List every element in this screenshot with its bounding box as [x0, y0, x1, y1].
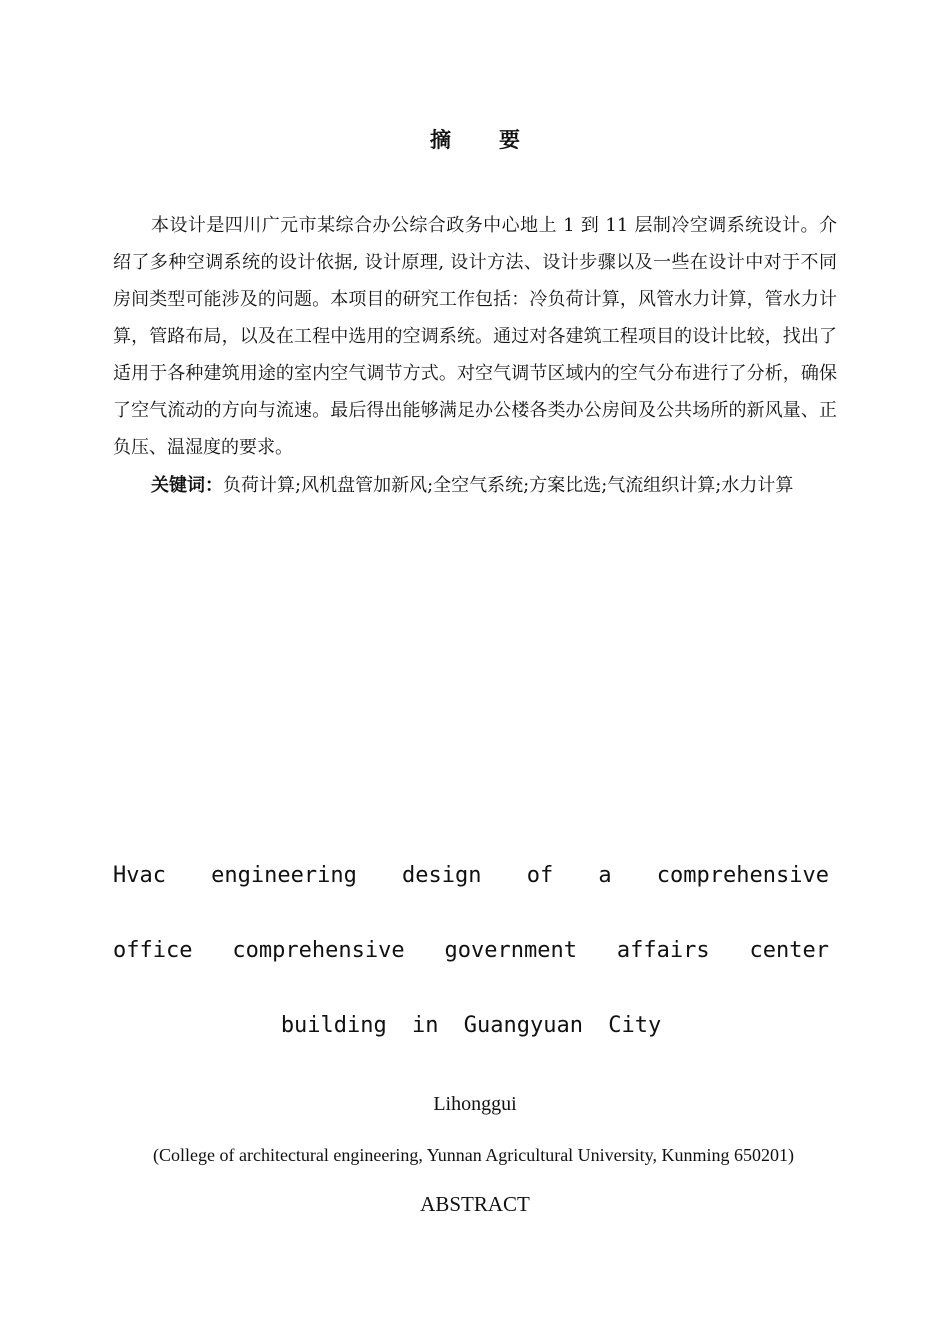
chinese-abstract-body: 本设计是四川广元市某综合办公综合政务中心地上 1 到 11 层制冷空调系统设计。介绍了多种空调系统的设计依据, 设计原理, 设计方法、设计步骤以及一些在设计中对于不同房间类型可能涉及的问题。本项目的研究工作包括：冷负荷计算，风管水力计算，管水力计算，管路布局，以及在工程中选用的空调系统。通过对各建筑工程项目的设计比较，找出了适用于各种建筑用途的室内空气调节方式。对空气调节区域内的空气分布进行了分析，确保了空气流动的方向与流速。最后得出能够满足办公楼各类办公房间及公共场所的新风量、正负压、温湿度的要求。	[113, 215, 837, 458]
english-abstract-heading: ABSTRACT	[420, 1192, 530, 1216]
keywords-text: 负荷计算;风机盘管加新风;全空气系统;方案比选;气流组织计算;水力计算	[223, 475, 794, 496]
title-char-2: 要	[499, 128, 520, 152]
author-affiliation: (College of architectural engineering, Yunnan Agricultural University, Kunming 650201)	[153, 1145, 794, 1165]
author-name: Lihonggui	[433, 1093, 517, 1115]
chinese-abstract-title	[0, 124, 950, 154]
keywords-label: 关键词：	[151, 475, 223, 496]
chinese-keywords	[113, 467, 837, 504]
title-char-1: 摘	[430, 128, 451, 152]
english-title: Hvac engineering design of a comprehensive office comprehensive government affairs center building in Guangyuan City	[113, 863, 829, 1038]
